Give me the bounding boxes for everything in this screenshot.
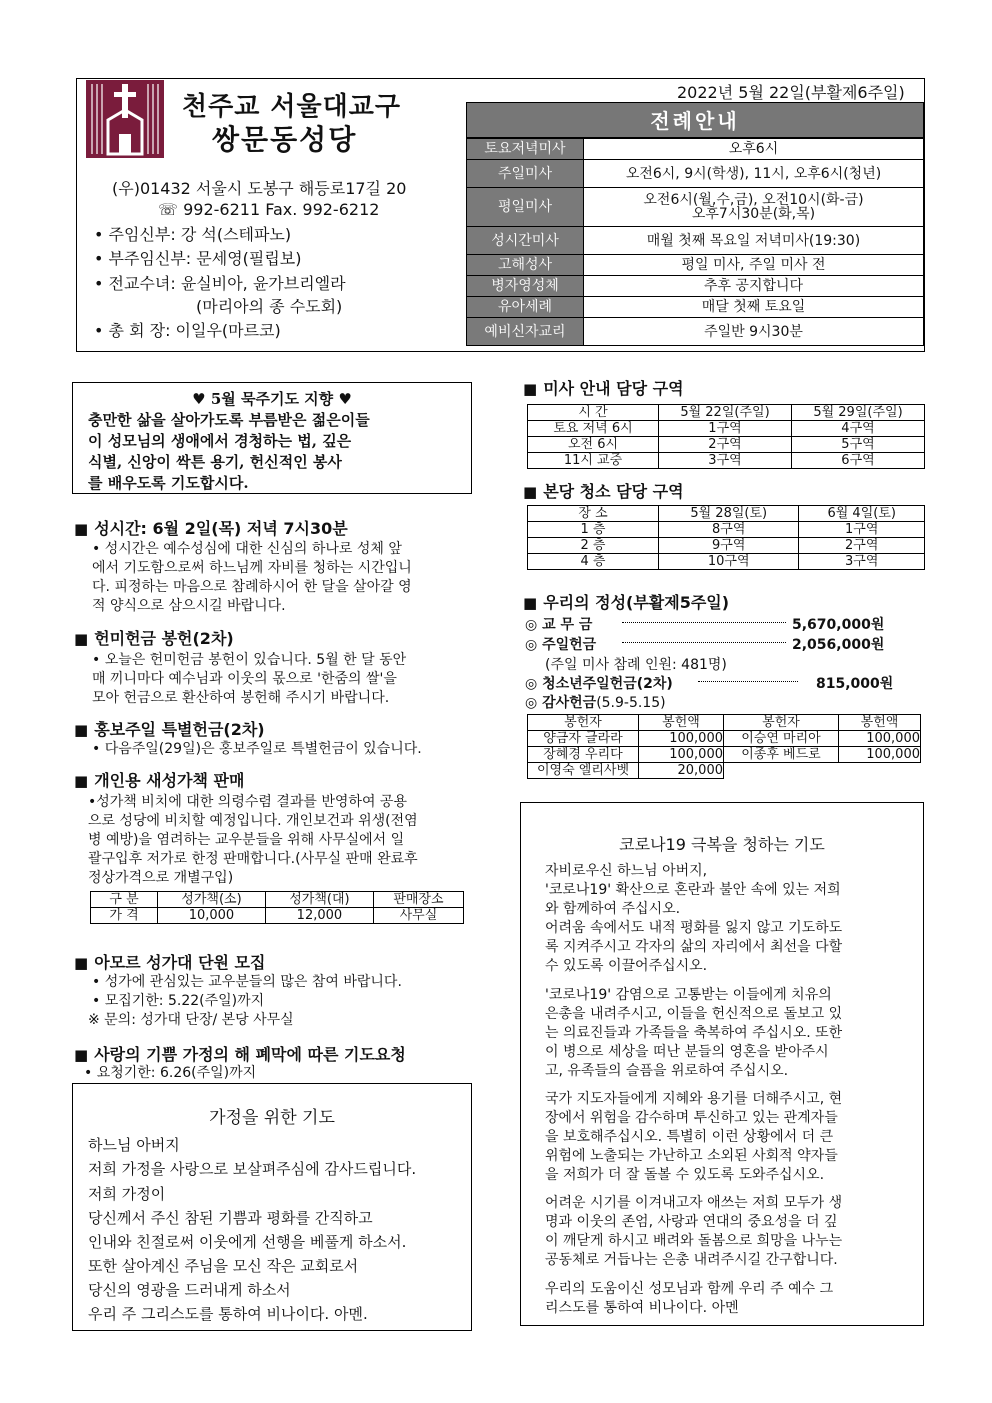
table-cell: 3구역 (799, 554, 925, 570)
liturgy-label: 병자영성체 (467, 276, 584, 297)
liturgy-value-line2: 오후7시30분(화,목) (691, 206, 816, 222)
table-header: 성가책(대) (265, 892, 373, 908)
family-prayer-line: 인내와 친절로써 이웃에게 선행을 베풀게 하소서. (88, 1233, 407, 1251)
notice-title: ■ 아모르 성가대 단원 모집 (74, 953, 266, 972)
covid-prayer-line: 장에서 위험을 감수하며 투신하고 있는 관계자들 (545, 1110, 838, 1126)
notice-title: ■ 사랑의 기쁨 가정의 해 폐막에 따른 기도요청 (74, 1045, 406, 1064)
table-cell: 사무실 (373, 908, 463, 924)
rosary-intention-line: 충만한 삶을 살아가도록 부름받은 젊은이들 (88, 411, 370, 429)
offering-sunday-amount: 2,056,000원 (792, 637, 885, 653)
family-prayer-line: 당신의 영광을 드러내게 하소서 (88, 1281, 291, 1299)
church-logo-icon (86, 80, 164, 158)
offering-sunday-label: ◎ 주일헌금 (525, 637, 597, 653)
phone: ☏ 992-6211 Fax. 992-6212 (158, 200, 380, 219)
covid-prayer-line: '코로나19' 감염으로 고통받는 이들에게 치유의 (545, 987, 832, 1003)
notice-title: ■ 헌미헌금 봉헌(2차) (74, 629, 234, 648)
offering-attendance: (주일 미사 참례 인원: 481명) (545, 657, 727, 673)
hymnal-price-table (90, 891, 464, 924)
notice-title-text: 아모르 성가대 단원 모집 (94, 953, 266, 972)
covid-prayer-line: 와 함께하여 주십시오. (545, 901, 681, 917)
staff-sisters-order: (마리아의 종 수도회) (196, 297, 343, 316)
family-prayer-title: 가정을 위한 기도 (209, 1108, 335, 1128)
table-cell: 100,000 (639, 747, 724, 763)
table-cell: 100,000 (839, 731, 921, 747)
rosary-intention-line: 를 배우도록 기도합시다. (88, 474, 249, 492)
covid-prayer-line: 어려움 속에서도 내적 평화를 잃지 않고 기도하도 (545, 920, 843, 936)
liturgy-value (584, 188, 924, 227)
table-cell: 가 격 (91, 908, 158, 924)
covid-prayer-line: 이 깨닫게 하시고 배려와 돌봄으로 희망을 나누는 (545, 1233, 843, 1249)
table-cell: 이영숙 엘리사벳 (528, 763, 639, 779)
staff-priest: • 주임신부: 강 석(스테파노) (94, 225, 292, 244)
table-cell: 12,000 (265, 908, 373, 924)
covid-prayer-line: 고, 유족들의 슬픔을 위로하여 주십시오. (545, 1063, 789, 1079)
table-cell: 100,000 (839, 747, 921, 763)
offering-dots (698, 681, 798, 682)
liturgy-label: 평일미사 (467, 188, 584, 227)
table-cell: 3구역 (659, 453, 792, 469)
offering-dots (622, 622, 786, 623)
notice-line: • 오늘은 헌미헌금 봉헌이 있습니다. 5월 한 달 동안 (92, 652, 407, 668)
rosary-intention-line: 식별, 신앙이 싹튼 용기, 헌신적인 봉사 (88, 453, 342, 471)
covid-prayer-line: 어려운 시기를 이겨내고자 애쓰는 저희 모두가 생 (545, 1195, 843, 1211)
liturgy-value: 추후 공지합니다 (584, 276, 924, 297)
notice-line: 매 끼니마다 예수님과 이웃의 몫으로 '한줌의 쌀'을 (92, 671, 397, 687)
table-cell: 장혜경 우리다 (528, 747, 639, 763)
notice-line: •성가책 비치에 대한 의령수렴 결과를 반영하여 공용 (88, 794, 407, 810)
rosary-intention-title: ♥ 5월 묵주기도 지향 ♥ (192, 390, 352, 408)
table-cell: 9구역 (659, 538, 799, 554)
table-cell: 2 층 (528, 538, 659, 554)
table-cell: 2구역 (799, 538, 925, 554)
liturgy-value-line1: 오전6시(월,수,금), 오전10시(화-금) (643, 192, 864, 208)
family-prayer-line: 하느님 아버지 (88, 1136, 180, 1154)
notice-title-text: 개인용 새성가책 판매 (94, 771, 245, 790)
table-cell: 5구역 (792, 437, 925, 453)
offering-tithe-label: ◎ 교 무 금 (525, 617, 593, 633)
table-cell: 1구역 (799, 522, 925, 538)
liturgy-value: 오전6시, 9시(학생), 11시, 오후6시(청년) (584, 160, 924, 188)
mass-duty-title: ■ 미사 안내 담당 구역 (523, 379, 684, 398)
covid-prayer-line: 명과 이웃의 존엄, 사랑과 연대의 중요성을 더 깊 (545, 1214, 838, 1230)
notice-line: • 요청기한: 6.26(주일)까지 (84, 1065, 257, 1081)
notice-title-text: 헌미헌금 봉헌(2차) (94, 629, 234, 648)
covid-prayer-line: 국가 지도자들에게 지혜와 용기를 더해주시고, 현 (545, 1091, 843, 1107)
covid-prayer-line: 록 지켜주시고 각자의 삶의 자리에서 최선을 다할 (545, 939, 843, 955)
cleaning-duty-table (527, 505, 925, 570)
covid-prayer-title: 코로나19 극복을 청하는 기도 (619, 835, 825, 854)
table-cell: 이종후 베드로 (724, 747, 839, 763)
table-header: 5월 22일(주일) (659, 405, 792, 421)
table-cell: 이승연 마리아 (724, 731, 839, 747)
liturgy-value: 주일반 9시30분 (584, 318, 924, 346)
notice-line: 모아 헌금으로 환산하여 봉헌해 주시기 바랍니다. (92, 690, 390, 706)
table-header: 5월 28일(토) (659, 506, 799, 522)
table-header: 봉헌자 (724, 715, 839, 731)
table-cell (724, 763, 839, 779)
table-header: 5월 29일(주일) (792, 405, 925, 421)
covid-prayer-line: 은총을 내려주시고, 이들을 헌신적으로 돌보고 있 (545, 1006, 843, 1022)
table-cell: 2구역 (659, 437, 792, 453)
cleaning-duty-title-text: 본당 청소 담당 구역 (543, 482, 684, 501)
bulletin-date: 2022년 5월 22일(부활제6주일) (677, 83, 905, 102)
table-header: 봉헌액 (639, 715, 724, 731)
notice-title-text: 사랑의 기쁨 가정의 해 폐막에 따른 기도요청 (94, 1045, 406, 1064)
covid-prayer-line: 을 보호해주십시오. 특별히 이런 상황에서 더 큰 (545, 1129, 834, 1145)
covid-prayer-line: 리스도를 통하여 비나이다. 아멘 (545, 1300, 739, 1316)
notice-title: ■ 성시간: 6월 2일(목) 저녁 7시30분 (74, 519, 348, 538)
church-name-line1: 천주교 서울대교구 (182, 92, 401, 122)
liturgy-label: 성시간미사 (467, 227, 584, 255)
table-cell (839, 763, 921, 779)
offering-youth-amount: 815,000원 (816, 676, 894, 692)
notice-title-text: 성시간: 6월 2일(목) 저녁 7시30분 (94, 519, 348, 538)
table-cell: 1구역 (659, 421, 792, 437)
liturgy-value: 오후6시 (584, 139, 924, 160)
table-cell: 6구역 (792, 453, 925, 469)
rosary-intention-line: 이 성모님의 생애에서 경청하는 법, 깊은 (88, 432, 352, 450)
notice-line: • 다음주일(29일)은 홍보주일로 특별헌금이 있습니다. (92, 741, 422, 757)
table-cell: 양금자 글라라 (528, 731, 639, 747)
covid-prayer-line: 우리의 도움이신 성모님과 함께 우리 주 예수 그 (545, 1281, 834, 1297)
notice-title-text: 홍보주일 특별헌금(2차) (94, 720, 265, 739)
covid-prayer-line: 공동체로 거듭나는 은총 내려주시길 간구합니다. (545, 1252, 838, 1268)
liturgy-label: 예비신자교리 (467, 318, 584, 346)
table-cell: 4구역 (792, 421, 925, 437)
offering-thanks-period: (5.9-5.15) (596, 695, 666, 711)
table-cell: 토요 저녁 6시 (528, 421, 659, 437)
liturgy-label: 토요저녁미사 (467, 139, 584, 160)
offering-title: ■ 우리의 정성(부활제5주일) (523, 593, 730, 612)
mass-duty-title-text: 미사 안내 담당 구역 (543, 379, 684, 398)
address: (우)01432 서울시 도봉구 해등로17길 20 (112, 179, 407, 198)
thanks-offering-table (527, 714, 921, 779)
covid-prayer-line: '코로나19' 확산으로 혼란과 불안 속에 있는 저희 (545, 882, 841, 898)
notice-line: • 모집기한: 5.22(주일)까지 (92, 993, 265, 1009)
notice-line: ※ 문의: 성가대 단장/ 본당 사무실 (88, 1012, 294, 1028)
table-header: 구 분 (91, 892, 158, 908)
staff-president: • 총 회 장: 이일우(마르코) (94, 321, 281, 340)
notice-title: ■ 홍보주일 특별헌금(2차) (74, 720, 265, 739)
liturgy-title-text: 전례안내 (650, 109, 740, 133)
liturgy-value: 매달 첫째 토요일 (584, 297, 924, 318)
table-header: 성가책(소) (158, 892, 266, 908)
liturgy-label: 고해성사 (467, 255, 584, 276)
notice-line: 다. 피정하는 마음으로 참례하시어 한 달을 살아갈 영 (92, 579, 412, 595)
table-cell: 4 층 (528, 554, 659, 570)
table-header: 판매장소 (373, 892, 463, 908)
family-prayer-line: 또한 살아계신 주님을 모신 작은 교회로서 (88, 1257, 359, 1275)
liturgy-label: 주일미사 (467, 160, 584, 188)
covid-prayer-line: 이 병으로 세상을 떠난 분들의 영혼을 받아주시 (545, 1044, 829, 1060)
notice-line: 으로 성당에 비치할 예정입니다. 개인보건과 위생(전염 (88, 813, 418, 829)
family-prayer-line: 우리 주 그리스도를 통하여 비나이다. 아멘. (88, 1305, 368, 1323)
covid-prayer-line: 자비로우신 하느님 아버지, (545, 863, 708, 879)
church-name-line2: 쌍문동성당 (212, 123, 358, 156)
notice-line: 병 예방)을 염려하는 교우분들을 위해 사무실에서 일 (88, 832, 405, 848)
table-header: 봉헌액 (839, 715, 921, 731)
notice-line: • 성가에 관심있는 교우분들의 많은 참여 바랍니다. (92, 974, 402, 990)
table-cell: 8구역 (659, 522, 799, 538)
family-prayer-line: 당신께서 주신 참된 기쁨과 평화를 간직하고 (88, 1209, 373, 1227)
liturgy-title (466, 102, 924, 138)
notice-line: 에서 기도함으로써 하느님께 자비를 청하는 시간입니 (92, 560, 412, 576)
offering-youth-label: ◎ 청소년주일헌금(2차) (525, 676, 673, 692)
offering-thanks-label-text: ◎ 감사헌금 (525, 695, 597, 711)
table-header: 장 소 (528, 506, 659, 522)
table-cell: 오전 6시 (528, 437, 659, 453)
liturgy-value: 매월 첫째 목요일 저녁미사(19:30) (584, 227, 924, 255)
table-cell: 10구역 (659, 554, 799, 570)
table-cell: 20,000 (639, 763, 724, 779)
offering-tithe-amount: 5,670,000원 (792, 617, 885, 633)
family-prayer-line: 저희 가정을 사랑으로 보살펴주심에 감사드립니다. (88, 1160, 417, 1178)
staff-sisters: • 전교수녀: 윤실비아, 윤가브리엘라 (94, 274, 346, 293)
covid-prayer-line: 수 있도록 이끌어주십시오. (545, 958, 708, 974)
cleaning-duty-title: ■ 본당 청소 담당 구역 (523, 482, 684, 501)
table-header: 봉헌자 (528, 715, 639, 731)
offering-dots (622, 642, 786, 643)
table-header: 6월 4일(토) (799, 506, 925, 522)
liturgy-value: 평일 미사, 주일 미사 전 (584, 255, 924, 276)
covid-prayer-line: 을 저희가 더 잘 돌볼 수 있도록 도와주십시오. (545, 1167, 825, 1183)
table-cell: 10,000 (158, 908, 266, 924)
liturgy-label: 유아세례 (467, 297, 584, 318)
family-prayer-line: 저희 가정이 (88, 1185, 166, 1203)
covid-prayer-line: 는 의료진들과 가족들을 축복하여 주십시오. 또한 (545, 1025, 843, 1041)
notice-line: 정상가격으로 개별구입) (88, 870, 234, 886)
table-cell: 100,000 (639, 731, 724, 747)
mass-duty-table (527, 404, 925, 469)
notice-title: ■ 개인용 새성가책 판매 (74, 771, 245, 790)
liturgy-table (466, 138, 924, 346)
table-cell: 11시 교중 (528, 453, 659, 469)
covid-prayer-line: 위험에 노출되는 가난하고 소외된 사회적 약자들 (545, 1148, 838, 1164)
table-cell: 1 층 (528, 522, 659, 538)
notice-line: • 성시간은 예수성심에 대한 신심의 하나로 성체 앞 (92, 541, 402, 557)
notice-line: 적 양식으로 삼으시길 바랍니다. (92, 598, 286, 614)
offering-title-text: 우리의 정성(부활제5주일) (543, 593, 730, 612)
offering-thanks-label (525, 692, 666, 712)
notice-line: 괄구입후 저가로 한정 판매합니다.(사무실 판매 완료후 (88, 851, 418, 867)
staff-assistant: • 부주임신부: 문세영(필립보) (94, 249, 302, 268)
table-header: 시 간 (528, 405, 659, 421)
